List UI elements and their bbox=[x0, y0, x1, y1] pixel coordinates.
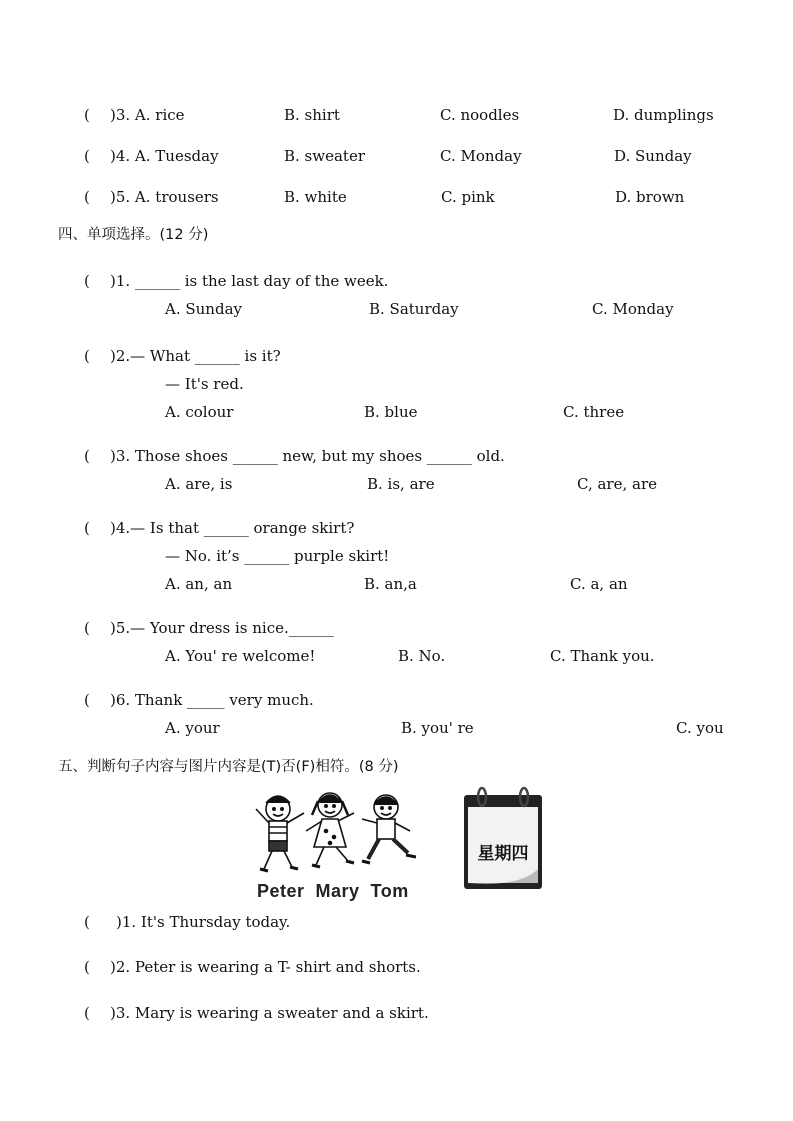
question-stem: )3. Those shoes ______ new, but my shoes ______ old. bbox=[110, 447, 505, 465]
statement-text: )1. It's Thursday today. bbox=[116, 913, 291, 931]
option-a: A. are, is bbox=[165, 475, 233, 493]
option-b: B. sweater bbox=[284, 147, 365, 165]
answer-paren[interactable]: ( bbox=[84, 1004, 90, 1022]
question-stem: )4.— Is that ______ orange skirt? bbox=[110, 519, 355, 537]
option-c: C. Monday bbox=[592, 300, 674, 318]
question-reply: — No. it’s ______ purple skirt! bbox=[165, 547, 390, 565]
option-b: B. you' re bbox=[401, 719, 474, 737]
option-a: A. You' re welcome! bbox=[165, 647, 316, 665]
option-c: C. a, an bbox=[570, 575, 628, 593]
section5-heading: 五、判断句子内容与图片内容是(T)否(F)相符。(8 分) bbox=[58, 759, 399, 775]
option-c: C. three bbox=[563, 403, 625, 421]
option-b: B. Saturday bbox=[369, 300, 459, 318]
answer-paren[interactable]: ( bbox=[84, 272, 90, 290]
option-b: B. white bbox=[284, 188, 347, 206]
answer-paren[interactable]: ( bbox=[84, 691, 90, 709]
option-d: D. brown bbox=[615, 188, 685, 206]
option-b: B. an,a bbox=[364, 575, 417, 593]
answer-paren[interactable]: ( bbox=[84, 347, 90, 365]
option-c: C. Monday bbox=[440, 147, 522, 165]
item-stem: )4. A. Tuesday bbox=[110, 147, 219, 165]
statement-text: )2. Peter is wearing a T- shirt and shorts. bbox=[110, 958, 421, 976]
option-a: A. an, an bbox=[165, 575, 233, 593]
question-stem: )1. ______ is the last day of the week. bbox=[110, 272, 389, 290]
option-c: C. pink bbox=[441, 188, 495, 206]
item-stem: )5. A. trousers bbox=[110, 188, 219, 206]
option-b: B. is, are bbox=[367, 475, 435, 493]
option-b: B. shirt bbox=[284, 106, 340, 124]
option-c: C. you bbox=[676, 719, 724, 737]
peter-figure bbox=[256, 796, 304, 871]
option-a: A. your bbox=[165, 719, 220, 737]
option-c: C. noodles bbox=[440, 106, 520, 124]
calendar-icon bbox=[460, 783, 546, 891]
question-stem: )6. Thank _____ very much. bbox=[110, 691, 314, 709]
answer-paren[interactable]: ( bbox=[84, 958, 90, 976]
answer-paren[interactable]: ( bbox=[84, 188, 90, 206]
question-stem: )5.— Your dress is nice.______ bbox=[110, 619, 334, 637]
option-c: C. Thank you. bbox=[550, 647, 655, 665]
option-c: C, are, are bbox=[577, 475, 657, 493]
tom-figure bbox=[362, 795, 416, 863]
option-b: B. No. bbox=[398, 647, 446, 665]
option-a: A. Sunday bbox=[165, 300, 242, 318]
option-b: B. blue bbox=[364, 403, 418, 421]
answer-paren[interactable]: ( bbox=[84, 913, 90, 931]
section4-heading: 四、单项选择。(12 分) bbox=[58, 227, 209, 243]
question-reply: — It's red. bbox=[165, 375, 244, 393]
mary-figure bbox=[306, 793, 354, 867]
answer-paren[interactable]: ( bbox=[84, 147, 90, 165]
answer-paren[interactable]: ( bbox=[84, 519, 90, 537]
children-names: Peter Mary Tom bbox=[257, 881, 409, 901]
item-stem: )3. A. rice bbox=[110, 106, 185, 124]
children-illustration bbox=[250, 785, 425, 885]
statement-text: )3. Mary is wearing a sweater and a skirt. bbox=[110, 1004, 429, 1022]
answer-paren[interactable]: ( bbox=[84, 447, 90, 465]
option-d: D. dumplings bbox=[613, 106, 714, 124]
option-d: D. Sunday bbox=[614, 147, 692, 165]
answer-paren[interactable]: ( bbox=[84, 619, 90, 637]
calendar-day-text: 星期四 bbox=[477, 844, 529, 864]
option-a: A. colour bbox=[165, 403, 234, 421]
answer-paren[interactable]: ( bbox=[84, 106, 90, 124]
question-stem: )2.— What ______ is it? bbox=[110, 347, 281, 365]
